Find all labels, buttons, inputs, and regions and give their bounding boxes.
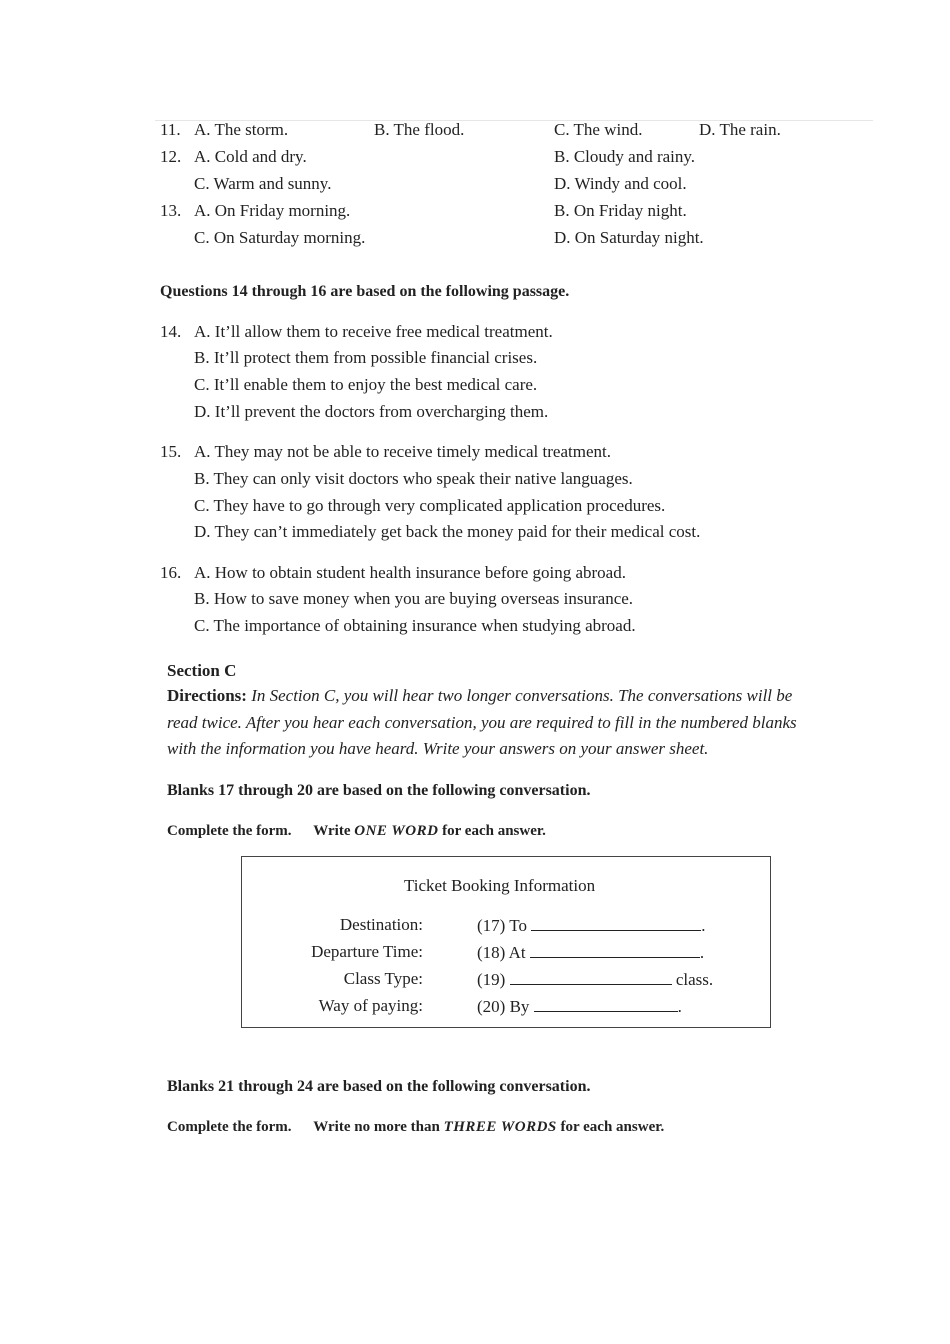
option-c: C. It’ll enable them to enjoy the best medical care. — [194, 375, 538, 394]
instruction-part: for each answer. — [560, 1119, 665, 1135]
answer-blank-20[interactable] — [534, 995, 678, 1012]
option-d: D. Windy and cool. — [554, 174, 687, 193]
instruction-part: Write no more than — [313, 1119, 440, 1135]
field-suffix: . — [701, 916, 706, 935]
instruction-emphasis: ONE WORD — [354, 823, 439, 839]
answer-blank-17[interactable] — [531, 914, 701, 931]
field-prefix: (19) — [477, 970, 506, 989]
instruction-part: Write — [313, 823, 351, 839]
instruction-part: Complete the form. — [167, 1119, 292, 1135]
option-a: A. The storm. — [194, 120, 289, 139]
directions-label: Directions: — [167, 686, 247, 705]
option-b: B. They can only visit doctors who speak their native languages. — [194, 469, 633, 488]
option-a: A. Cold and dry. — [194, 147, 307, 166]
option-c: C. They have to go through very complicated application procedures. — [194, 496, 666, 515]
question-number: 15. — [160, 442, 182, 461]
option-b: B. Cloudy and rainy. — [554, 147, 696, 166]
option-c: C. On Saturday morning. — [194, 228, 366, 247]
ticket-booking-form — [241, 856, 771, 1028]
option-b: B. On Friday night. — [554, 201, 687, 220]
question-number: 13. — [160, 201, 182, 220]
question-number: 11. — [160, 120, 181, 139]
answer-blank-19[interactable] — [510, 968, 672, 985]
option-a: A. It’ll allow them to receive free medical treatment. — [194, 322, 553, 341]
form-field-class-type — [477, 968, 713, 991]
answer-blank-18[interactable] — [530, 941, 700, 958]
option-d: D. On Saturday night. — [554, 228, 704, 247]
form-label-departure-time: Departure Time: — [311, 942, 423, 961]
option-a: A. They may not be able to receive timely medical treatment. — [194, 442, 611, 461]
option-c: C. Warm and sunny. — [194, 174, 332, 193]
section-title: Section C — [167, 661, 237, 680]
directions-text: In Section C, you will hear two longer conversations. The conversations will be — [251, 686, 793, 705]
directions-line-2: read twice. After you hear each conversation, you are required to fill in the numbered blanks — [167, 713, 797, 732]
option-d: D. The rain. — [699, 120, 781, 139]
blanks-17-20-instructions — [167, 820, 546, 842]
blanks-21-24-heading: Blanks 21 through 24 are based on the following conversation. — [167, 1078, 591, 1095]
option-c: C. The wind. — [554, 120, 643, 139]
option-c: C. The importance of obtaining insurance when studying abroad. — [194, 616, 636, 635]
directions-line-3: with the information you have heard. Write your answers on your answer sheet. — [167, 739, 709, 758]
option-a: A. On Friday morning. — [194, 201, 351, 220]
passage-heading: Questions 14 through 16 are based on the following passage. — [160, 283, 570, 300]
field-prefix: (20) By — [477, 997, 530, 1016]
option-b: B. The flood. — [374, 120, 465, 139]
directions-line-1 — [167, 685, 792, 707]
form-field-way-of-paying — [477, 995, 682, 1018]
option-b: B. How to save money when you are buying overseas insurance. — [194, 589, 634, 608]
question-number: 12. — [160, 147, 182, 166]
form-label-destination: Destination: — [339, 915, 423, 934]
instruction-part: Complete the form. — [167, 823, 292, 839]
field-suffix: . — [699, 943, 705, 962]
field-prefix: (18) At — [477, 943, 526, 962]
question-number: 16. — [160, 563, 182, 582]
option-d: D. It’ll prevent the doctors from overcharging them. — [194, 402, 549, 421]
instruction-emphasis: THREE WORDS — [443, 1119, 557, 1135]
field-suffix: . — [677, 997, 682, 1016]
form-label-class-type: Class Type: — [343, 969, 423, 988]
option-b: B. It’ll protect them from possible financial crises. — [194, 348, 538, 367]
field-suffix: class. — [675, 970, 714, 989]
option-a: A. How to obtain student health insurance before going abroad. — [194, 563, 626, 582]
field-prefix: (17) To — [477, 916, 527, 935]
instruction-part: for each answer. — [442, 823, 546, 839]
question-number: 14. — [160, 322, 182, 341]
blanks-21-24-instructions — [167, 1116, 664, 1138]
form-field-destination — [477, 914, 705, 937]
blanks-17-20-heading: Blanks 17 through 20 are based on the following conversation. — [167, 782, 591, 799]
form-title: Ticket Booking Information — [404, 876, 596, 895]
option-d: D. They can’t immediately get back the money paid for their medical cost. — [194, 522, 701, 541]
form-label-way-of-paying: Way of paying: — [318, 996, 423, 1015]
form-field-departure-time — [477, 941, 704, 964]
